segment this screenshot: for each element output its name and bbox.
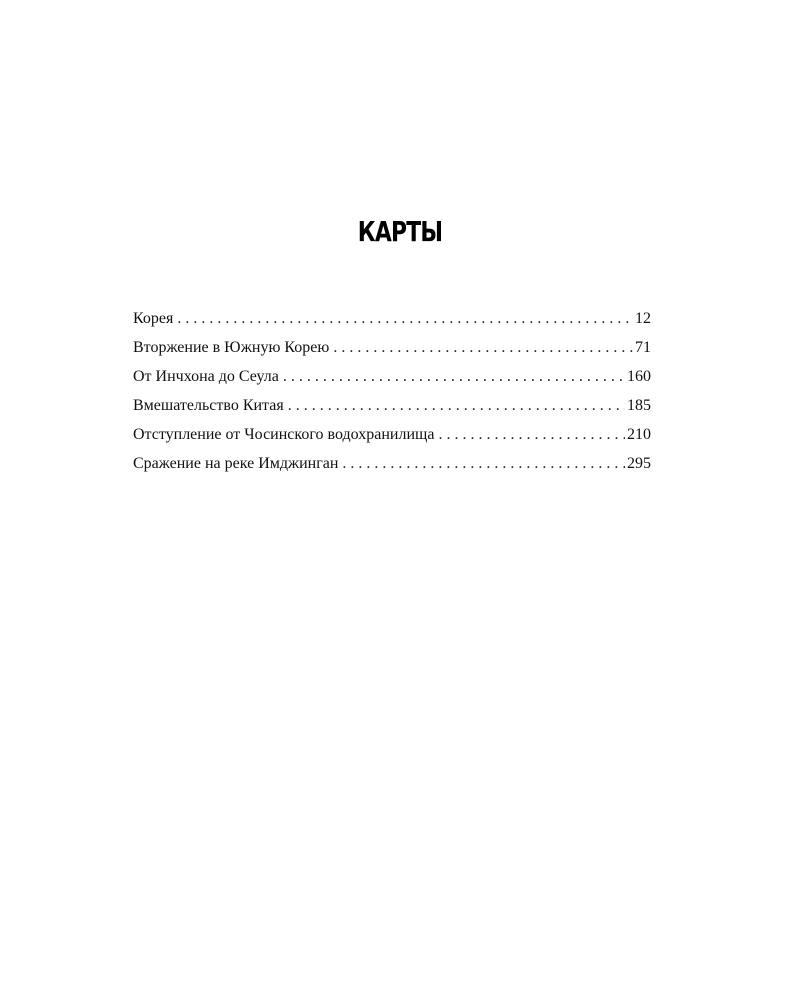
toc-entry-label: Вторжение в Южную Корею — [133, 339, 330, 356]
toc-entry-chosin-retreat — [133, 422, 651, 451]
toc-entry-page-number: 160 — [627, 368, 651, 385]
dot-leader — [438, 422, 625, 448]
toc-entry-korea — [133, 306, 651, 335]
dot-leader — [333, 335, 633, 361]
toc-entry-label: Отступление от Чосинского водохранилища — [133, 426, 435, 443]
toc-entry-page-number: 210 — [627, 426, 651, 443]
dot-leader — [283, 364, 625, 390]
dot-leader — [177, 306, 633, 332]
toc-entry-label: Корея — [133, 310, 174, 327]
dot-leader — [288, 393, 625, 419]
toc-entry-page-number: 12 — [635, 310, 651, 327]
table-of-contents — [133, 306, 651, 480]
toc-entry-page-number: 71 — [635, 339, 651, 356]
toc-entry-invasion-south-korea — [133, 335, 651, 364]
dot-leader — [342, 451, 625, 477]
toc-entry-label: Сражение на реке Имджинган — [133, 455, 339, 472]
toc-entry-imjin-river-battle — [133, 451, 651, 480]
toc-entry-inchon-to-seoul — [133, 364, 651, 393]
toc-entry-china-intervention — [133, 393, 651, 422]
toc-entry-page-number: 295 — [627, 455, 651, 472]
toc-entry-label: От Инчхона до Сеула — [133, 368, 279, 385]
page-title: КАРТЫ — [357, 215, 443, 248]
toc-entry-label: Вмешательство Китая — [133, 397, 284, 414]
toc-entry-page-number: 185 — [627, 397, 651, 414]
